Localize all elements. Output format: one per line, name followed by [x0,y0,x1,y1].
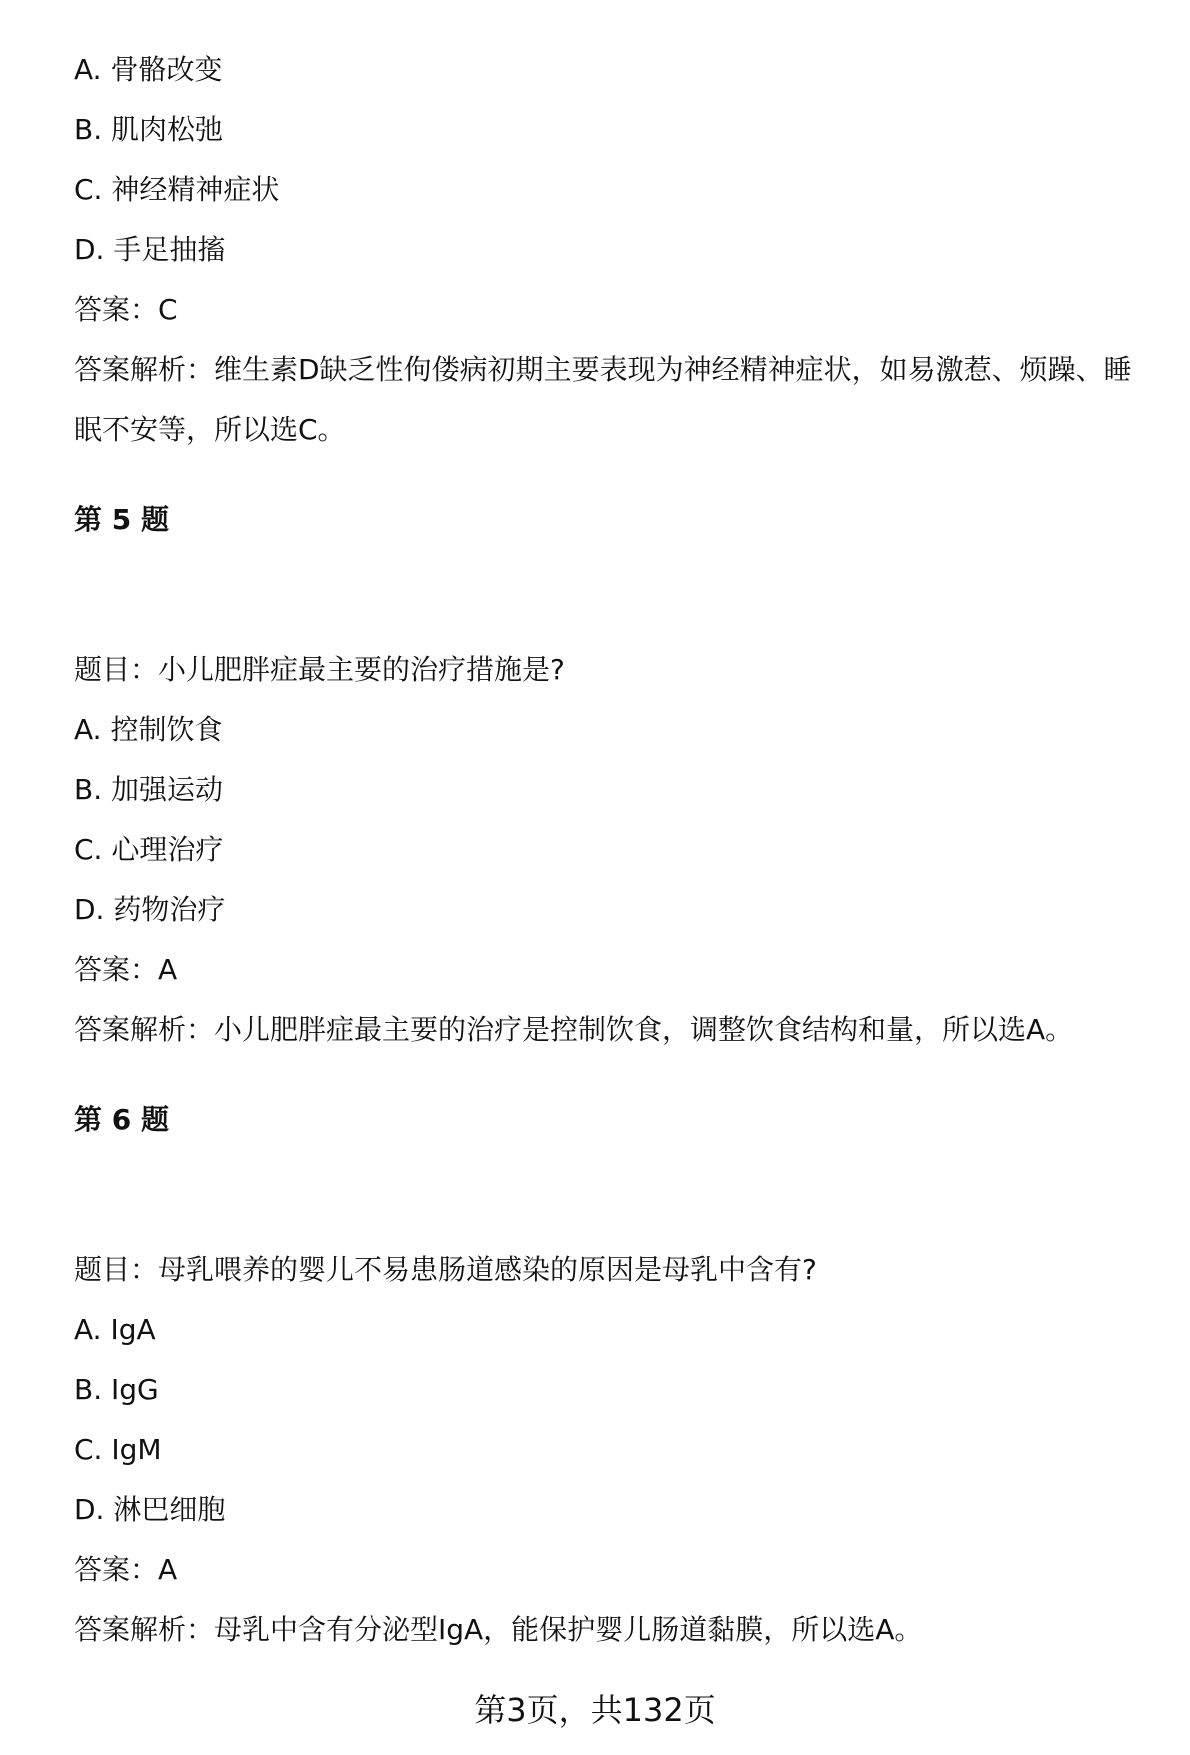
q6-option-c: C. IgM [74,1433,162,1466]
q5-option-b: B. 加强运动 [74,773,224,806]
page-number: 第3页，共132页 [474,1691,716,1729]
prev-option-d: D. 手足抽搐 [74,233,226,266]
q6-answer: 答案：A [74,1553,178,1586]
q6-question: 题目：母乳喂养的婴儿不易患肠道感染的原因是母乳中含有? [74,1253,817,1286]
q6-analysis: 答案解析：母乳中含有分泌型IgA，能保护婴儿肠道黏膜，所以选A。 [74,1613,923,1646]
q6-option-b: B. IgG [74,1373,159,1406]
q5-question: 题目：小儿肥胖症最主要的治疗措施是? [74,653,565,686]
q5-analysis: 答案解析：小儿肥胖症最主要的治疗是控制饮食，调整饮食结构和量，所以选A。 [74,1013,1074,1046]
q6-heading: 第 6 题 [74,1103,169,1136]
q6-option-a: A. IgA [74,1313,156,1346]
q5-option-a: A. 控制饮食 [74,713,223,746]
q6-option-d: D. 淋巴细胞 [74,1493,226,1526]
q5-heading: 第 5 题 [74,503,169,536]
prev-analysis: 答案解析：维生素D缺乏性佝偻病初期主要表现为神经精神症状，如易激惹、烦躁、睡眠不安等，所以选C。 [74,353,1132,446]
q5-option-d: D. 药物治疗 [74,893,226,926]
prev-option-c: C. 神经精神症状 [74,173,280,206]
q5-option-c: C. 心理治疗 [74,833,224,866]
prev-option-a: A. 骨骼改变 [74,53,223,86]
prev-option-b: B. 肌肉松弛 [74,113,224,146]
q5-answer: 答案：A [74,953,178,986]
prev-answer: 答案：C [74,293,178,326]
